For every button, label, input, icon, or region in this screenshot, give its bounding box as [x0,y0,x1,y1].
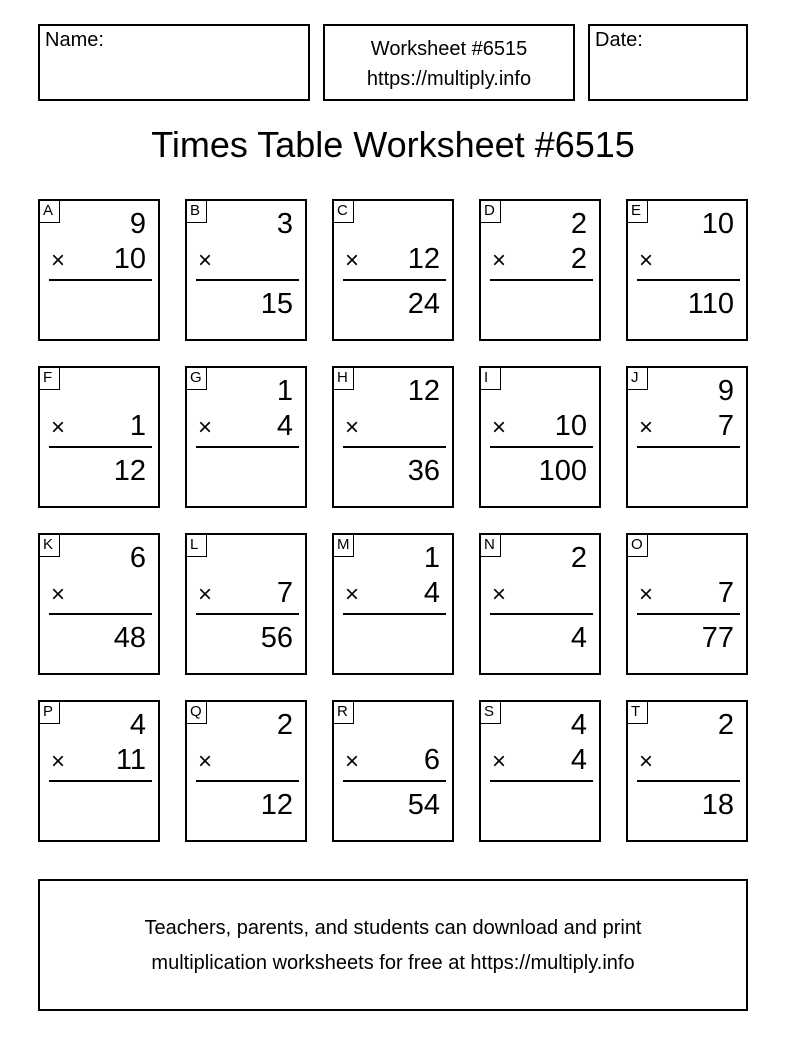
multiplier: 7 [717,410,734,442]
multiplicand: 2 [276,709,293,741]
times-sign: × [345,748,360,775]
product: 48 [113,622,146,654]
product: 110 [687,288,734,320]
product: 24 [407,288,440,320]
answer-rule [637,780,740,782]
name-field[interactable] [38,24,310,101]
multiplicand: 9 [129,208,146,240]
problem-card [38,366,160,508]
multiplier: 4 [276,410,293,442]
times-sign: × [639,581,654,608]
answer-rule [490,613,593,615]
problem-card [626,366,748,508]
multiplier: 10 [554,410,587,442]
product: 18 [701,789,734,821]
product: 54 [407,789,440,821]
answer-rule [196,446,299,448]
times-sign: × [198,247,213,274]
answer-rule [343,446,446,448]
multiplier: 7 [276,577,293,609]
multiplicand: 2 [570,542,587,574]
answer-rule [637,279,740,281]
date-field[interactable] [588,24,748,101]
times-sign: × [198,748,213,775]
times-sign: × [639,748,654,775]
date-label: Date: [595,29,643,51]
multiplier: 4 [423,577,440,609]
problem-letter: M [334,535,354,557]
problem-letter: R [334,702,354,724]
times-sign: × [492,748,507,775]
times-sign: × [198,581,213,608]
problem-card [38,533,160,675]
problem-letter: P [40,702,60,724]
times-sign: × [345,414,360,441]
problem-letter: A [40,201,60,223]
multiplicand: 6 [129,542,146,574]
product: 56 [260,622,293,654]
worksheet-id-box [323,24,575,101]
answer-rule [490,446,593,448]
multiplicand: 4 [570,709,587,741]
multiplicand: 2 [570,208,587,240]
multiplier: 1 [129,410,146,442]
footer-line-2: multiplication worksheets for free at https://multiply.info [151,952,635,974]
product: 4 [570,622,587,654]
name-label: Name: [45,29,104,51]
multiplicand: 3 [276,208,293,240]
problem-card [626,199,748,341]
answer-rule [490,780,593,782]
multiplier: 7 [717,577,734,609]
answer-rule [49,780,152,782]
times-sign: × [51,748,66,775]
multiplicand: 2 [717,709,734,741]
times-sign: × [492,581,507,608]
problem-letter: F [40,368,60,390]
problem-letter: N [481,535,501,557]
product: 77 [701,622,734,654]
multiplicand: 1 [276,375,293,407]
problem-card [332,199,454,341]
times-sign: × [51,414,66,441]
problem-card [332,700,454,842]
answer-rule [49,446,152,448]
problem-card [185,366,307,508]
problem-letter: B [187,201,207,223]
times-sign: × [492,247,507,274]
problem-letter: T [628,702,648,724]
problem-card [185,199,307,341]
answer-rule [196,613,299,615]
multiplicand: 1 [423,542,440,574]
footer-line-1: Teachers, parents, and students can download and print [144,917,642,939]
multiplier: 6 [423,744,440,776]
multiplicand: 10 [701,208,734,240]
problem-card [479,533,601,675]
times-sign: × [492,414,507,441]
problem-card [38,700,160,842]
times-sign: × [639,247,654,274]
multiplier: 11 [115,744,146,776]
page-title: Times Table Worksheet #6515 [151,124,635,165]
answer-rule [637,446,740,448]
multiplicand: 4 [129,709,146,741]
answer-rule [343,613,446,615]
multiplier: 12 [407,243,440,275]
footer-box [38,879,748,1011]
problem-letter: C [334,201,354,223]
times-sign: × [639,414,654,441]
problem-letter: K [40,535,60,557]
multiplier: 2 [570,243,587,275]
problem-letter: D [481,201,501,223]
answer-rule [343,780,446,782]
problem-letter: L [187,535,207,557]
problem-letter: I [481,368,501,390]
problem-card [332,366,454,508]
answer-rule [49,279,152,281]
answer-rule [196,279,299,281]
product: 100 [538,455,587,487]
answer-rule [196,780,299,782]
multiplier: 4 [570,744,587,776]
problem-letter: E [628,201,648,223]
product: 12 [260,789,293,821]
times-sign: × [51,581,66,608]
multiplier: 10 [113,243,146,275]
answer-rule [490,279,593,281]
problem-letter: Q [187,702,207,724]
product: 15 [260,288,293,320]
worksheet-number: Worksheet #6515 [370,38,528,60]
times-sign: × [198,414,213,441]
answer-rule [49,613,152,615]
times-sign: × [51,247,66,274]
problem-card [479,700,601,842]
worksheet-url: https://multiply.info [366,68,532,90]
times-sign: × [345,247,360,274]
problem-letter: O [628,535,648,557]
problem-card [479,199,601,341]
problem-card [332,533,454,675]
answer-rule [343,279,446,281]
product: 36 [407,455,440,487]
product: 12 [113,455,146,487]
problem-letter: J [628,368,648,390]
problem-card [185,700,307,842]
multiplicand: 9 [717,375,734,407]
problem-letter: G [187,368,207,390]
problem-card [626,700,748,842]
problem-card [185,533,307,675]
problem-card [38,199,160,341]
answer-rule [637,613,740,615]
multiplicand: 12 [407,375,440,407]
problem-card [479,366,601,508]
problem-card [626,533,748,675]
problem-letter: H [334,368,354,390]
problem-letter: S [481,702,501,724]
times-sign: × [345,581,360,608]
